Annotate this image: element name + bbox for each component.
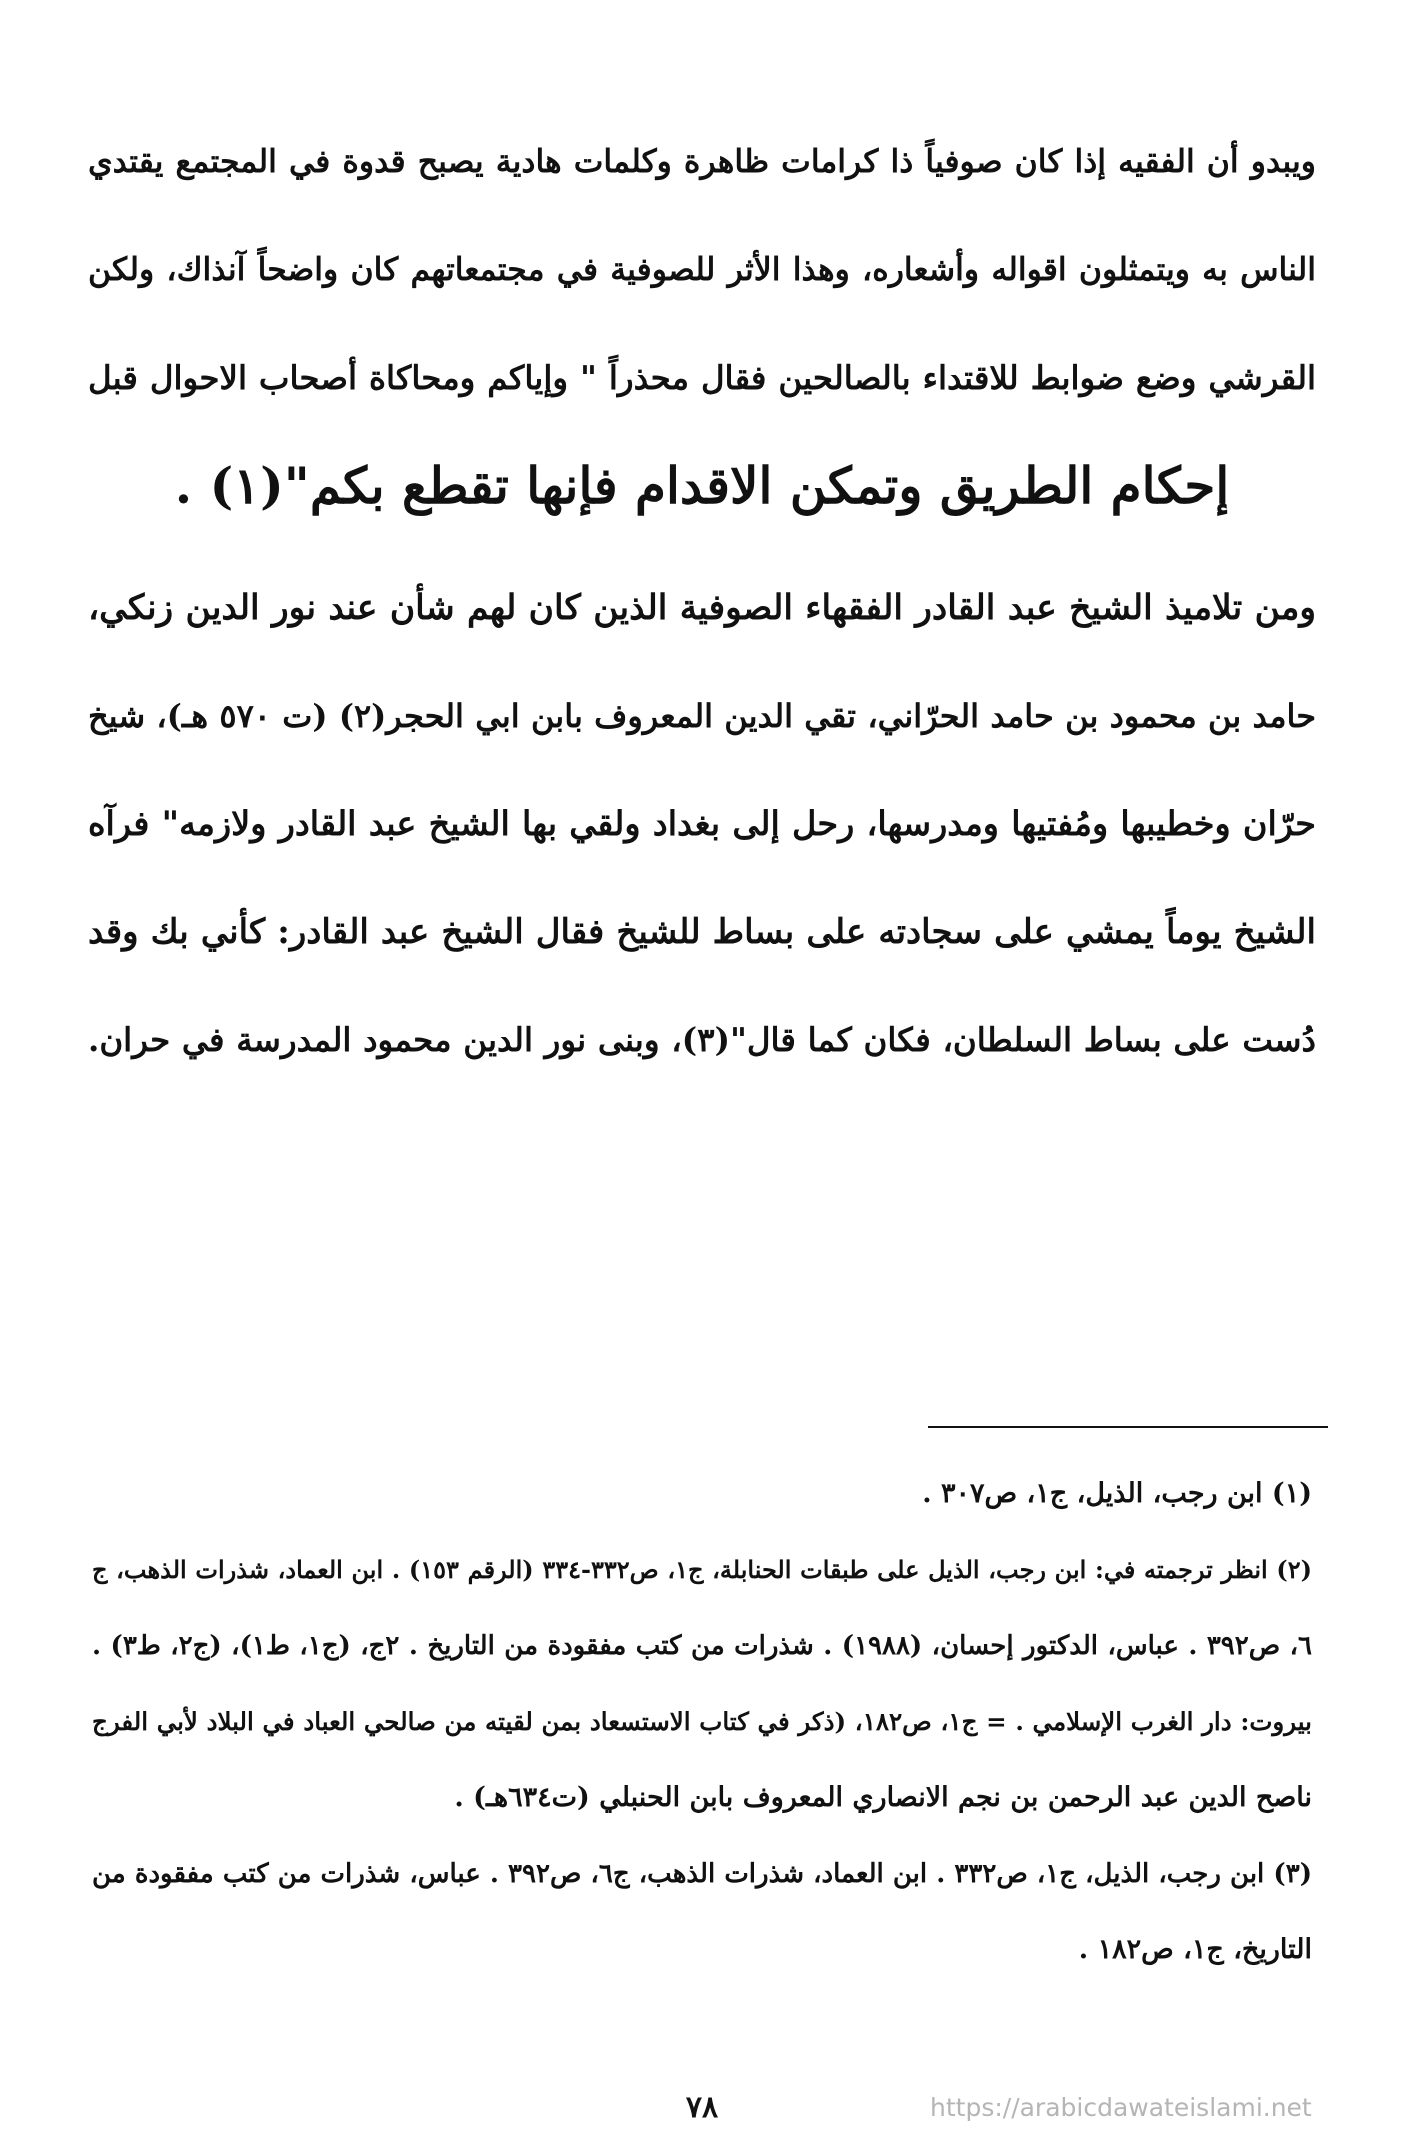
- body-line-7: حرّان وخطيبها ومُفتيها ومدرسها، رحل إلى بغداد ولقي بها الشيخ عبد القادر ولازمه" فرآه: [88, 804, 1316, 843]
- main-text: [88, 108, 1316, 1094]
- footnote-3-line-1: (٣) ابن رجب، الذيل، ج١، ص٣٣٢ . ابن العماد، شذرات الذهب، ج٦، ص٣٩٢ . عباس، شذرات من كتب مفقودة من: [92, 1859, 1312, 1889]
- footnote-2-line-2: ٦، ص٣٩٢ . عباس، الدكتور إحسان، (١٩٨٨) . شذرات من كتب مفقودة من التاريخ . ٢ج، (ج١، ط١)، (ج٢، ط٣) .: [92, 1631, 1312, 1661]
- footnote-separator: [928, 1426, 1328, 1428]
- footnote-3-line-2: التاريخ، ج١، ص١٨٢ .: [1078, 1934, 1312, 1965]
- body-line-9: دُست على بساط السلطان، فكان كما قال"(٣)، وبنى نور الدين محمود المدرسة في حران.: [88, 1020, 1316, 1059]
- footnote-1: (١) ابن رجب، الذيل، ج١، ص٣٠٧ .: [922, 1478, 1312, 1509]
- footnotes: [92, 1456, 1312, 1988]
- body-line-4: إحكام الطريق وتمكن الاقدام فإنها تقطع بكم"(١) .: [174, 456, 1230, 515]
- watermark-url: https://arabicdawateislami.net: [930, 2093, 1312, 2122]
- footnote-2-line-1: (٢) انظر ترجمته في: ابن رجب، الذيل على طبقات الحنابلة، ج١، ص٣٣٢-٣٣٤ (الرقم ١٥٣) . ابن العماد، شذرات الذهب، ج: [92, 1555, 1312, 1584]
- body-line-6: حامد بن محمود بن حامد الحرّاني، تقي الدين المعروف بابن ابي الحجر(٢) (ت ٥٧٠ هـ)، شيخ: [88, 697, 1317, 735]
- paragraph-gap: [88, 540, 1316, 554]
- body-line-3: القرشي وضع ضوابط للاقتداء بالصالحين فقال محذراً " وإياكم ومحاكاة أصحاب الاحوال قبل: [88, 358, 1316, 397]
- footnote-2-line-3: بيروت: دار الغرب الإسلامي . = ج١، ص١٨٢، (ذكر في كتاب الاستسعاد بمن لقيته من صالحي العباد في البلاد لأبي الفرج: [92, 1707, 1312, 1736]
- footnote-2-line-4: ناصح الدين عبد الرحمن بن نجم الانصاري المعروف بابن الحنبلي (ت٦٣٤هـ) .: [454, 1782, 1312, 1813]
- page-number: ٧٨: [685, 2090, 719, 2125]
- body-line-5: ومن تلاميذ الشيخ عبد القادر الفقهاء الصوفية الذين كان لهم شأن عند نور الدين زنكي،: [88, 588, 1316, 628]
- body-line-2: الناس به ويتمثلون اقواله وأشعاره، وهذا الأثر للصوفية في مجتمعاتهم كان واضحاً آنذاك، ولكن: [88, 251, 1316, 288]
- body-line-8: الشيخ يوماً يمشي على سجادته على بساط للشيخ فقال الشيخ عبد القادر: كأني بك وقد: [88, 912, 1316, 952]
- body-line-1: ويبدو أن الفقيه إذا كان صوفياً ذا كرامات ظاهرة وكلمات هادية يصبح قدوة في المجتمع يقتدي: [88, 143, 1316, 180]
